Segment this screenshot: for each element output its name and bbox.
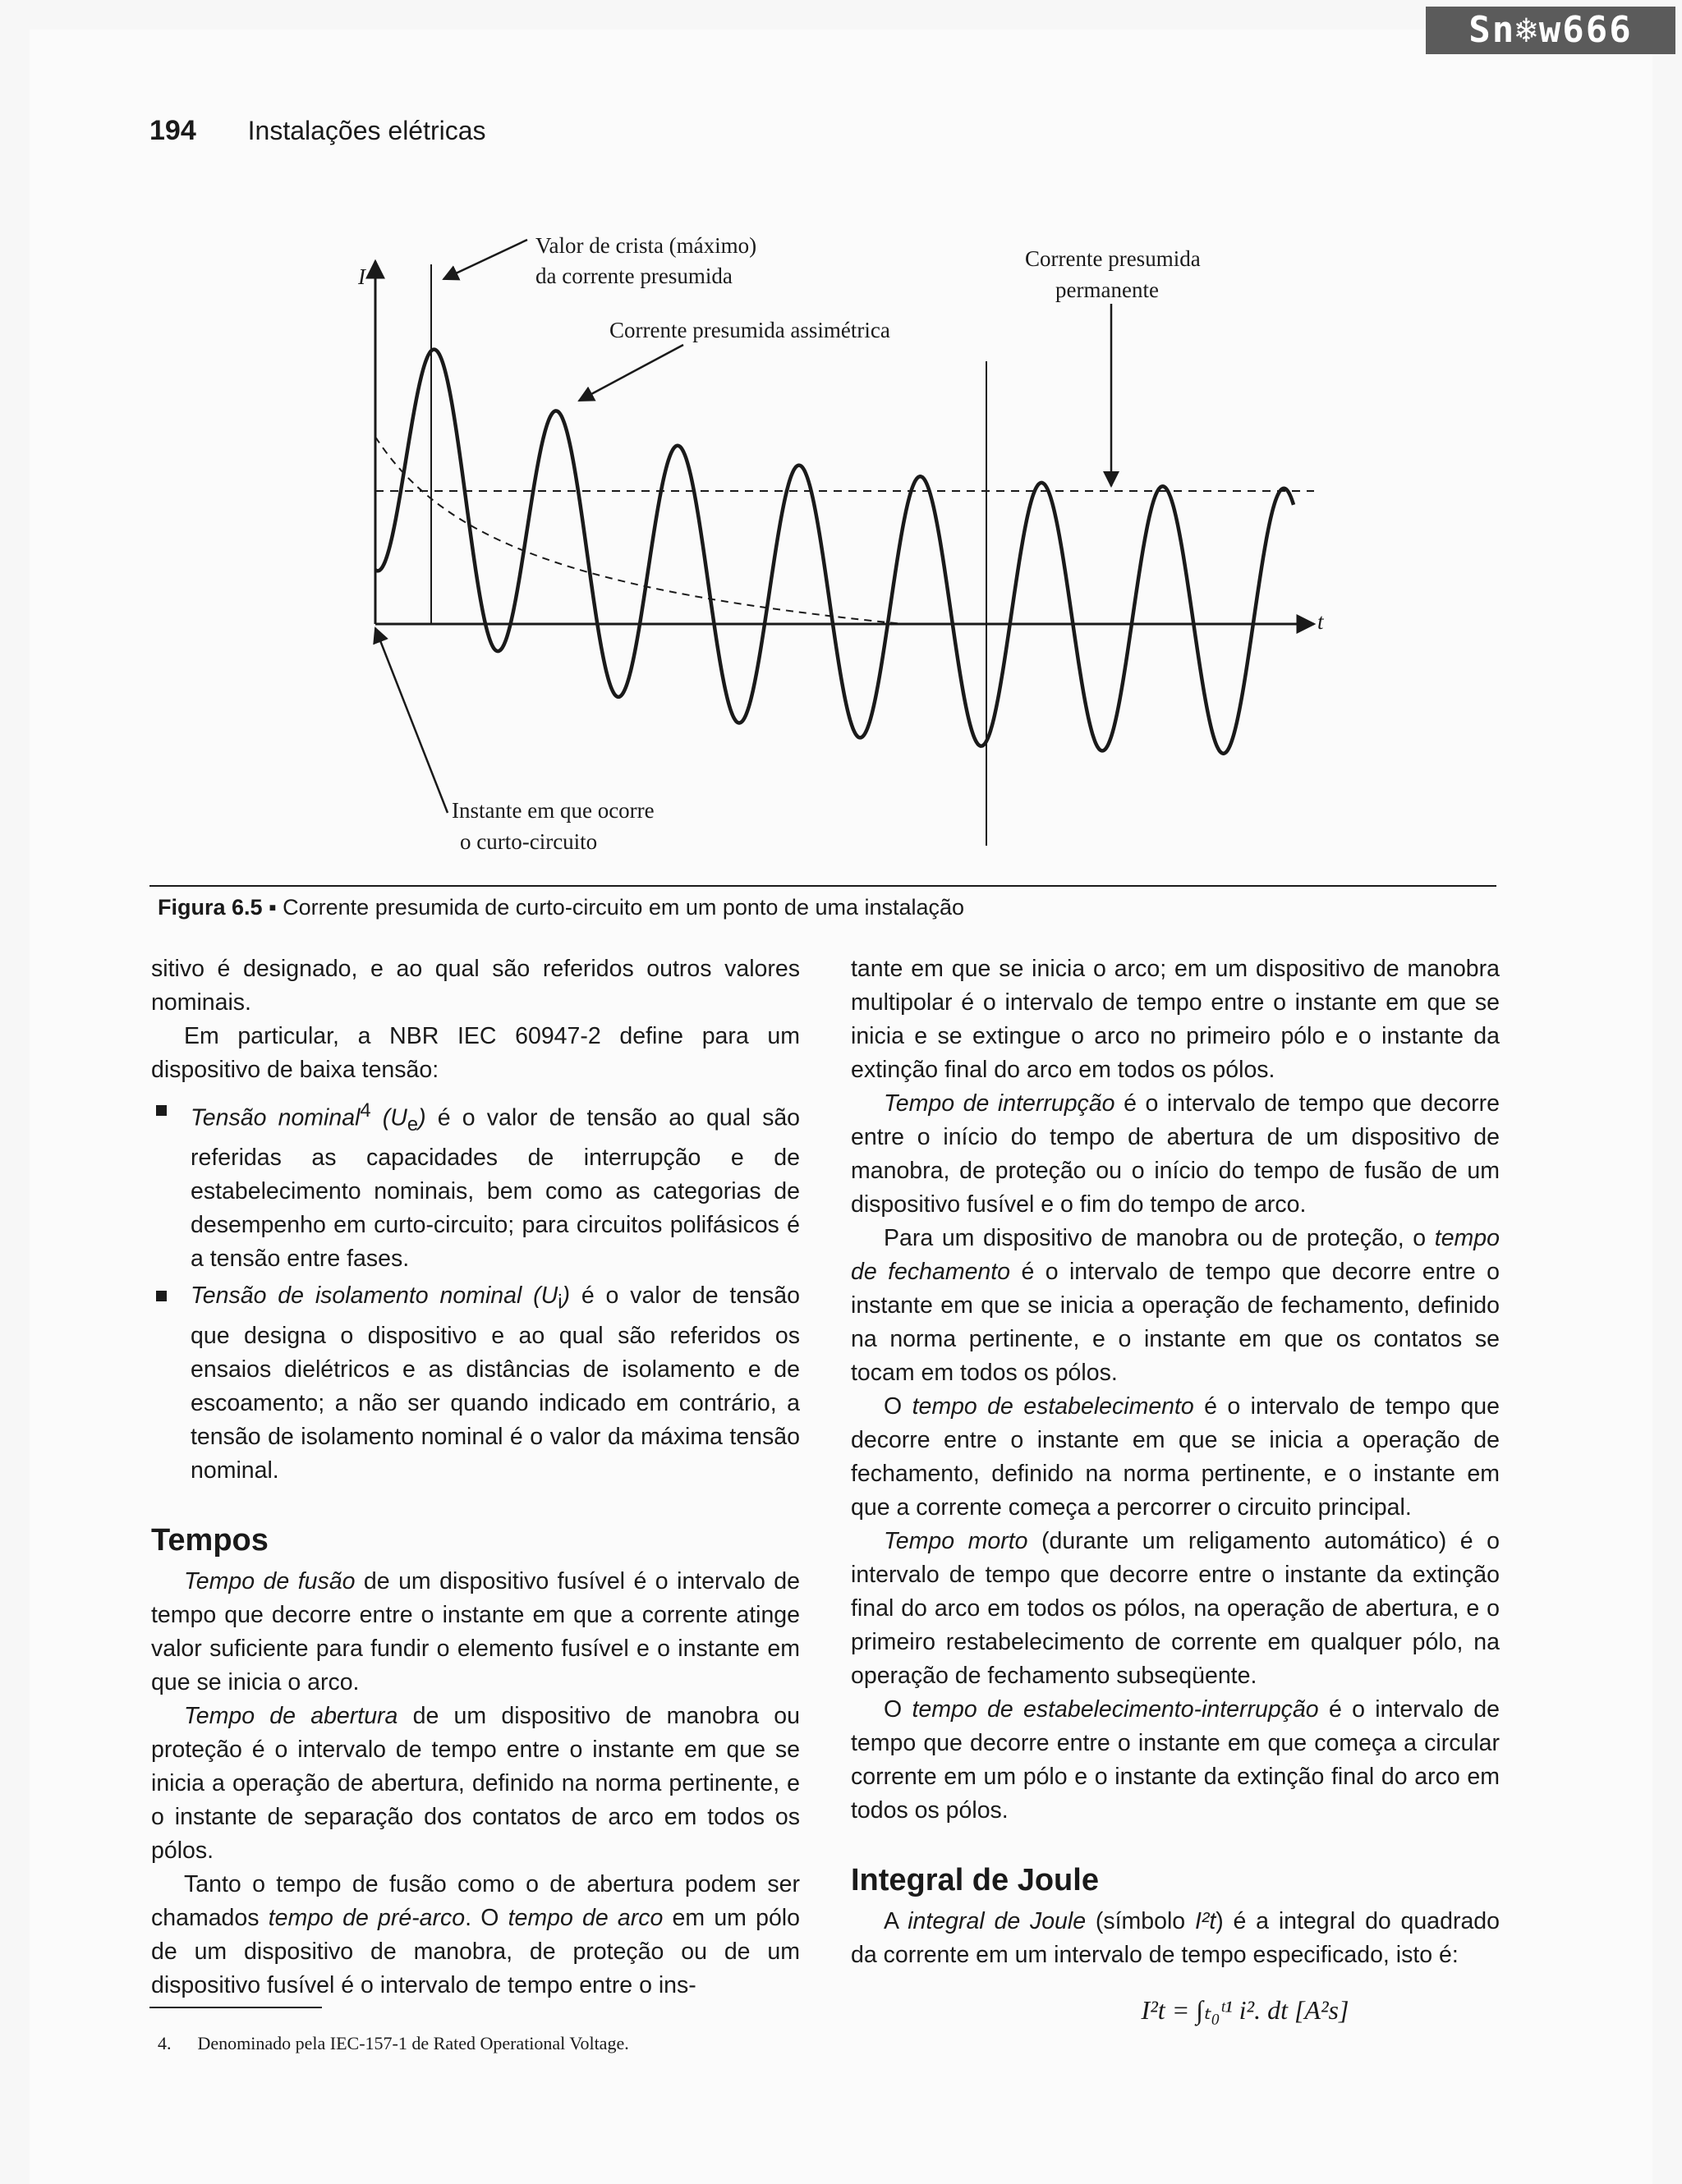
text: é o valor de tensão que designa o dispositivo e ao qual são referidos os ensaios dielétricos e as distâncias de isolamento e de escoamento; a não ser quando indicado em contrário, a tensão de isolamento nominal é o valor da máxima tensão nominal. [191,1282,800,1484]
term: Tempo de abertura [184,1702,398,1729]
text: A [884,1908,908,1934]
text: (símbolo [1086,1908,1195,1934]
symbol: (U [382,1104,407,1131]
footnote-number: 4. [158,2033,172,2053]
text: (durante um religamento automático) é o intervalo de tempo que decorre entre o instante da extinção final do arco em todos os pólos, na operação de abertura, e o primeiro restabelecimento de corrente em qualquer pólo, na operação de fechamento subseqüente. [851,1528,1500,1689]
text: é o intervalo de tempo que decorre entre o instante em que se inicia a operação de fechamento, definido na norma pertinente, e o instante em que a corrente começa a percorrer o circuito principal. [851,1393,1500,1521]
page-number: 194 [149,115,196,146]
asym-label: Corrente presumida assimétrica [609,318,890,342]
term: Tensão de isolamento nominal [191,1282,522,1310]
y-axis-label: I [358,264,365,289]
symbol-close: ) [562,1282,571,1310]
paragraph [851,1222,1500,1390]
paragraph [851,1390,1500,1525]
paragraph: Em particular, a NBR IEC 60947-2 define para um dispositivo de baixa tensão: [151,1023,800,1083]
figure-rule [149,885,1496,887]
term: tempo de arco [508,1904,664,1931]
text: é o intervalo de tempo que decorre entre o instante em que se inicia a operação de fechamento, definido na norma pertinente, e o instante em que os contatos se tocam em todos os pólos. [851,1259,1500,1386]
term: tempo de estabelecimento [912,1393,1194,1420]
paragraph [851,1087,1500,1222]
term: Tempo de fusão [184,1567,356,1594]
text: é o intervalo de tempo que decorre entre o instante em que começa a circular corrente em um pólo e o instante da extinção final do arco em todos os pólos. [851,1696,1500,1824]
term: Tensão nominal [191,1104,361,1131]
asymmetric-current-waveform [375,350,1294,754]
list-item [151,1094,800,1276]
symbol-close: ) [418,1104,426,1131]
text: de um dispositivo fusível é o intervalo de tempo que decorre entre o instante em que a corrente atinge valor suficiente para fundir o elemento fusível e o instante em que se inicia o arco. [151,1567,800,1695]
paragraph [851,1525,1500,1693]
term: integral de Joule [908,1908,1087,1934]
dc-decay-curve [375,437,903,624]
paragraph [851,1905,1500,1972]
caption-separator: ▪ [269,895,277,920]
symbol: (U [522,1282,558,1310]
running-title: Instalações elétricas [247,116,486,145]
joule-integral-formula: I²t = ∫ₜ₀ᵗ¹ i². dt [A²s] [1141,1995,1349,2025]
term: Tempo de interrupção [884,1090,1115,1117]
caption-text: Corrente presumida de curto-circuito em um ponto de uma instalação [283,895,965,920]
paragraph: tante em que se inicia o arco; em um dispositivo de manobra multipolar é o intervalo de tempo entre o instante em que se inicia e se extingue o arco no primeiro pólo e o instante da extinção final do arco em todos os pólos. [851,956,1500,1083]
section-heading-joule: Integral de Joule [851,1863,1099,1897]
footnote-text: Denominado pela IEC-157-1 de Rated Operational Voltage. [197,2033,629,2053]
text: em um pólo de um dispositivo de manobra, de proteção ou de um dispositivo fusível é o intervalo de tempo entre o ins- [151,1904,800,1998]
footnote [158,2033,629,2054]
instant-arrow [375,628,448,813]
crest-label-line2: da corrente presumida [535,264,733,288]
short-circuit-figure [0,0,1682,895]
crest-arrow [443,240,527,279]
caption-label: Figura 6.5 [158,895,263,920]
right-column [851,952,1500,2027]
definition-list [151,1094,800,1488]
term: Tempo morto [884,1528,1028,1554]
bullet-icon [156,1105,167,1116]
text: Tanto o tempo de fusão como o de abertura podem ser chamados [151,1870,800,1931]
footnote-rule [149,2007,322,2008]
steady-label-line1: Corrente presumida [1025,246,1201,271]
list-item [151,1279,800,1488]
paragraph [151,1700,800,1868]
text: de um dispositivo de manobra ou proteção é o intervalo de tempo entre o instante em que se inicia a operação de abertura, definido na norma pertinente, e o instante de separação dos contatos de arco em todos os pólos. [151,1702,800,1864]
steady-label-line2: permanente [1055,278,1159,302]
text: é o intervalo de tempo que decorre entre o início do tempo de abertura de um dispositivo de manobra, de proteção ou o início do tempo de fusão de um dispositivo fusível e o fim do tempo de arco. [851,1090,1500,1218]
crest-label-line1: Valor de crista (máximo) [535,233,757,258]
term: tempo de pré-arco [268,1904,466,1931]
instant-label-line1: Instante em que ocorre [452,798,655,823]
text: O [884,1696,912,1723]
bullet-icon [156,1291,167,1301]
footnote-ref: 4 [360,1099,371,1122]
text: . O [465,1904,508,1931]
symbol-sub: i [558,1291,563,1314]
left-column [151,952,800,2003]
instant-label-line2: o curto-circuito [460,829,598,854]
text: ) é a integral do quadrado da corrente em um intervalo de tempo especificado, isto é: [851,1908,1500,1968]
figure-caption [158,895,964,920]
paragraph [151,1565,800,1700]
text: O [884,1393,912,1420]
paragraph: sitivo é designado, e ao qual são referidos outros valores nominais. [151,956,800,1016]
section-heading-tempos: Tempos [151,1522,269,1558]
term: tempo de estabelecimento-interrupção [912,1696,1319,1723]
x-axis-label: t [1317,609,1324,634]
text: Para um dispositivo de manobra ou de proteção, o [884,1225,1435,1251]
paragraph [151,1868,800,2003]
paragraph [851,1693,1500,1828]
symbol: I²t [1194,1908,1216,1934]
symbol-sub: e [407,1113,419,1136]
text: é o valor de tensão ao qual são referidas as capacidades de interrupção e de estabelecimento nominais, bem como as categorias de desempenho em curto-circuito; para circuitos polifásicos é a tensão entre fases. [191,1104,801,1273]
watermark-logo: Sn❄w666 [1426,7,1675,54]
term: tempo de fechamento [851,1225,1500,1285]
asym-arrow [579,345,683,401]
